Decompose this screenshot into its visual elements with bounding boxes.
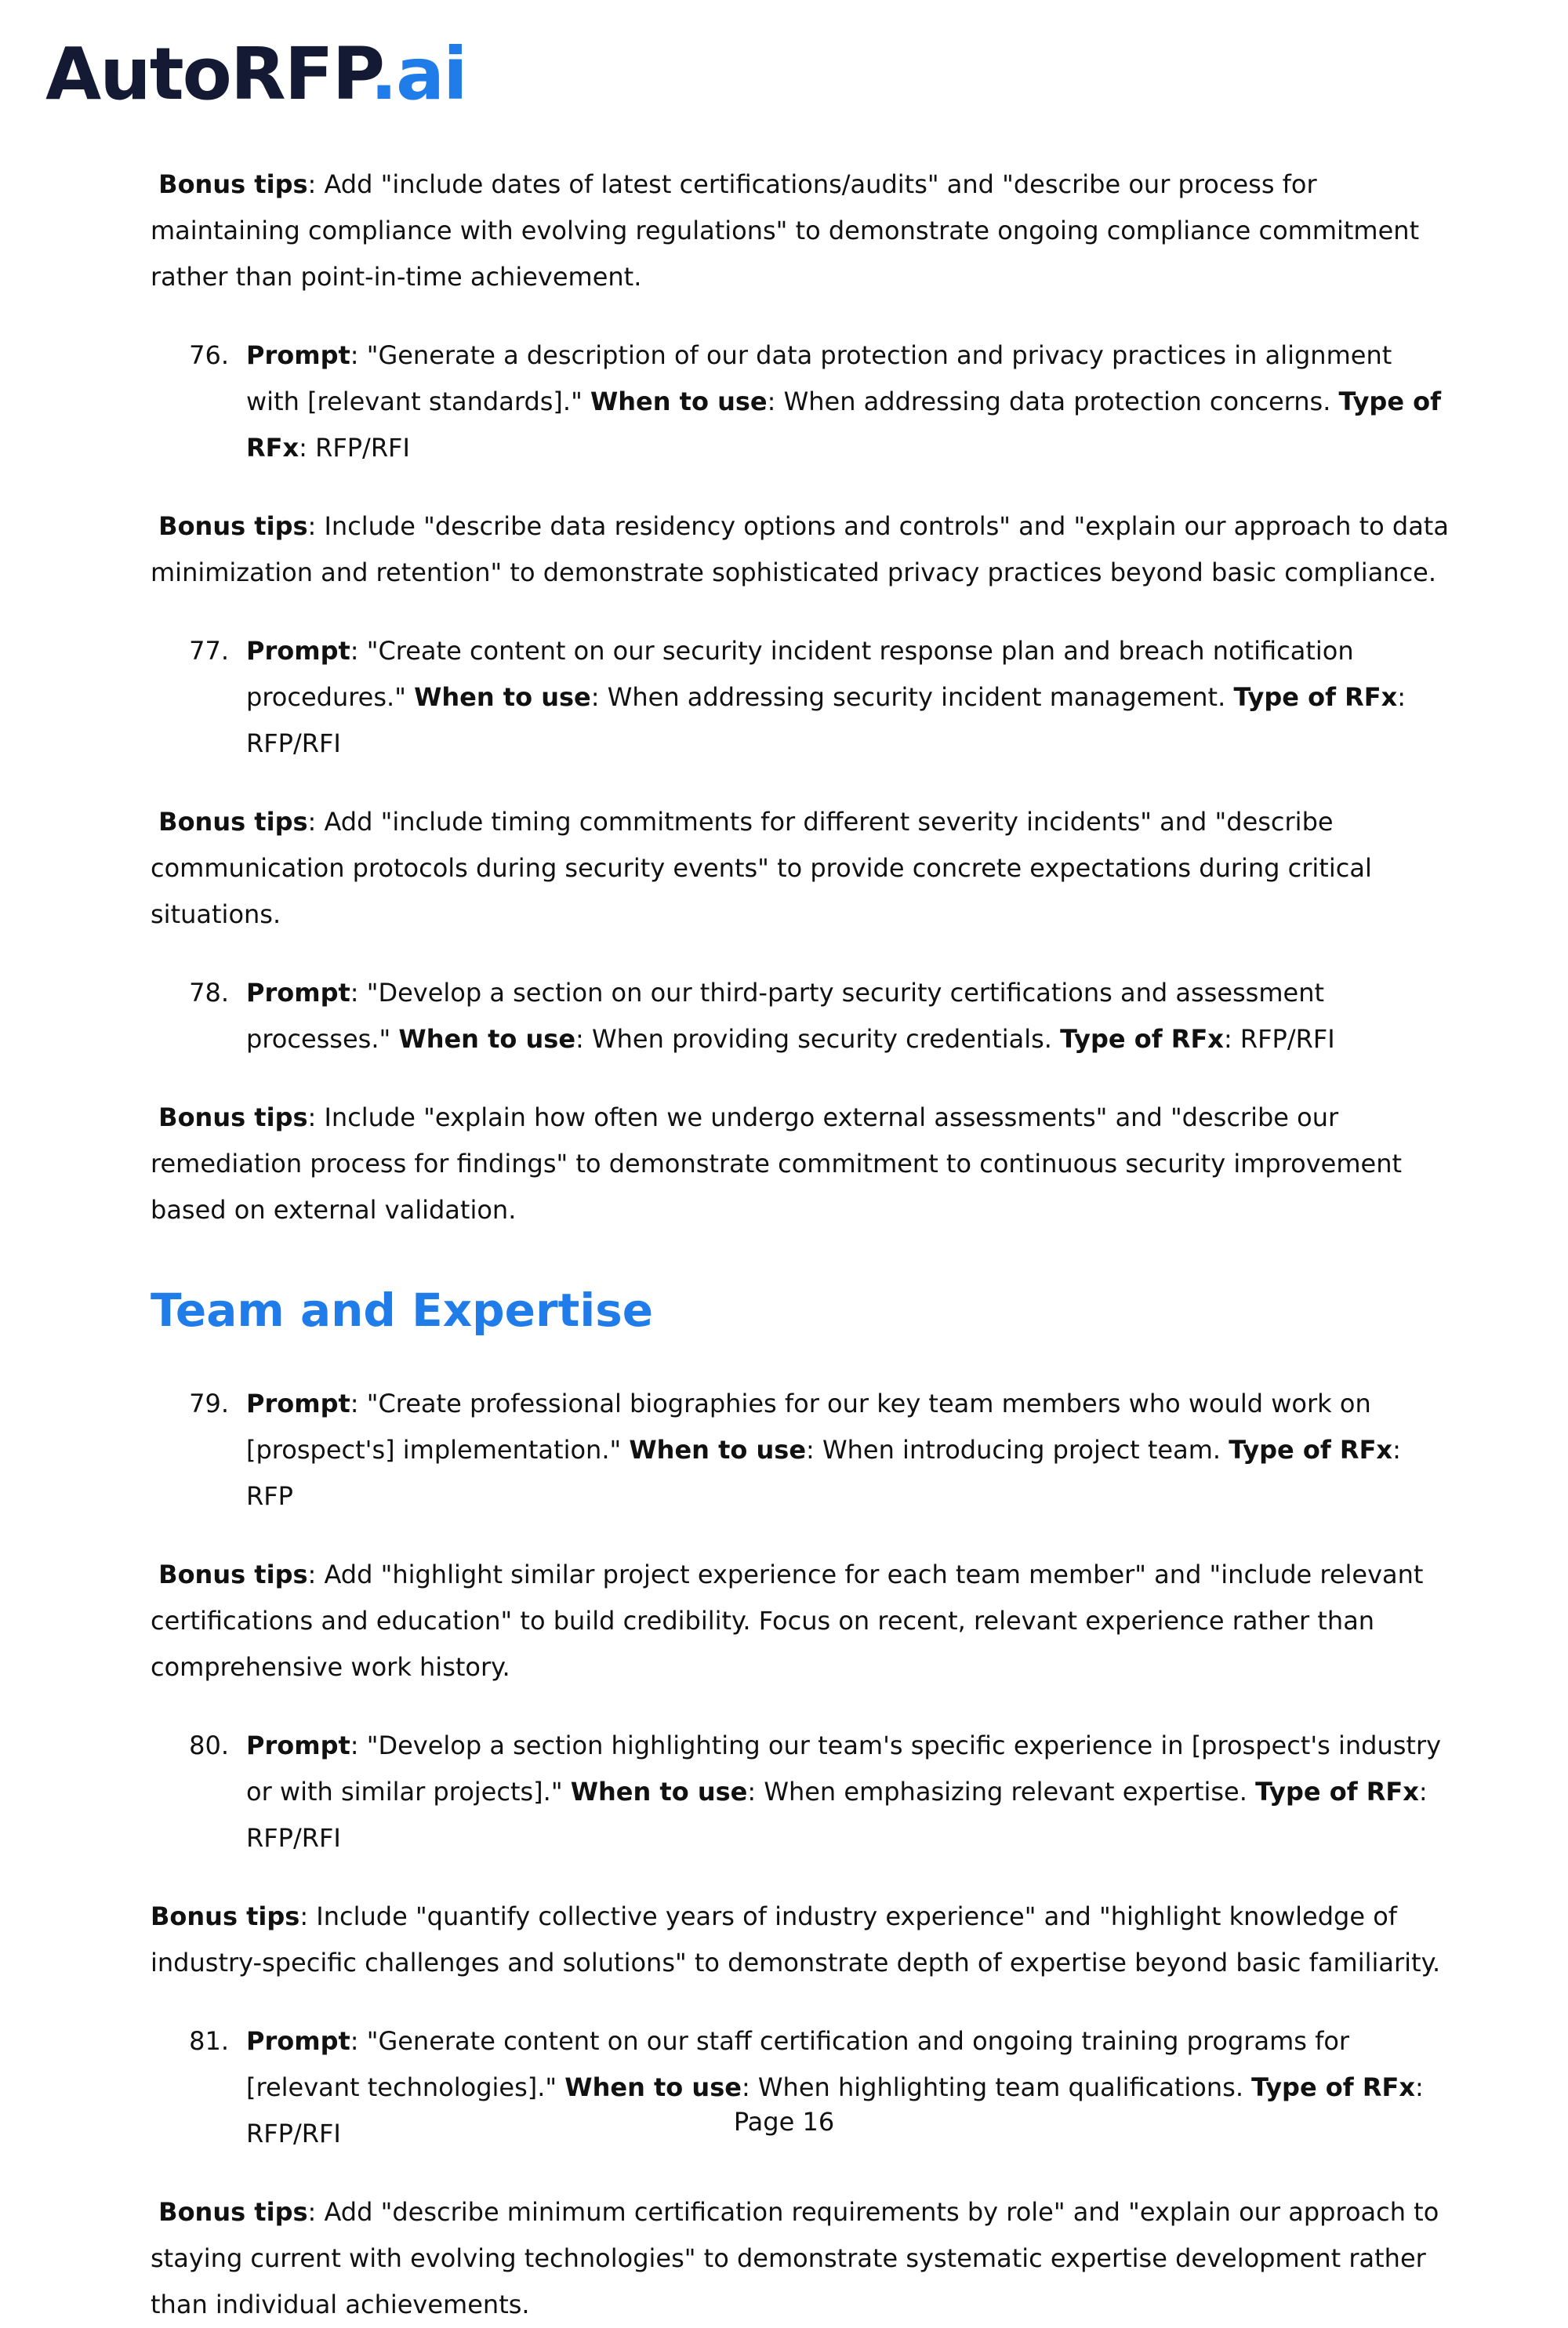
prompt-text: : "Generate content on our staff certification and ongoing training programs for [relevant technologies]."	[246, 2026, 1350, 2102]
prompt-label: Prompt	[246, 2026, 350, 2056]
type-of-rfx-label: Type of RFx	[1233, 682, 1398, 712]
prompt-item-80	[151, 1723, 1452, 1861]
bonus-tip-text: : Add "highlight similar project experience for each team member" and "include relevant certifications and education" to build credibility. Focus on recent, relevant experience rather than comprehensive work history.	[151, 1560, 1424, 1682]
when-to-use-text: : When highlighting team qualifications.	[741, 2072, 1252, 2102]
type-of-rfx-label: Type of RFx	[1251, 2072, 1415, 2102]
prompt-item-76	[151, 332, 1452, 471]
prompt-text: : "Create content on our security incident response plan and breach notification procedures."	[246, 636, 1354, 712]
bonus-tip-text: : Add "include timing commitments for different severity incidents" and "describe communication protocols during security events" to provide concrete expectations during critical situations.	[151, 807, 1372, 929]
when-to-use-label: When to use	[398, 1024, 576, 1054]
item-number: 79.	[189, 1389, 229, 1418]
bonus-tip	[151, 503, 1452, 596]
bonus-tip-text: : Add "include dates of latest certifications/audits" and "describe our process for maintaining compliance with evolving regulations" to demonstrate ongoing compliance commitment rather than point-in-time achievement.	[151, 169, 1420, 292]
bonus-tip	[151, 1894, 1452, 1986]
prompt-text: : "Develop a section highlighting our team's specific experience in [prospect's industry or with similar projects]."	[246, 1731, 1442, 1807]
when-to-use-text: : When providing security credentials.	[575, 1024, 1061, 1054]
bonus-tip	[151, 799, 1452, 938]
item-number: 81.	[189, 2026, 229, 2056]
bonus-tip-text: : Include "quantify collective years of industry experience" and "highlight knowledge of industry-specific challenges and solutions" to demonstrate depth of expertise beyond basic familiarity.	[151, 1901, 1441, 1978]
bonus-tips-label: Bonus tips	[158, 169, 308, 199]
prompt-text: : "Develop a section on our third-party security certifications and assessment processes."	[246, 978, 1325, 1054]
bonus-tip	[151, 1552, 1452, 1691]
section-heading: Team and Expertise	[151, 1284, 654, 1337]
item-body	[246, 970, 1452, 1062]
bonus-tips-label: Bonus tips	[158, 2197, 308, 2227]
type-of-rfx-text: : RFP/RFI	[246, 2072, 1424, 2148]
when-to-use-label: When to use	[590, 387, 768, 416]
type-of-rfx-label: Type of RFx	[246, 387, 1442, 463]
prompt-item-78	[151, 970, 1452, 1062]
prompt-label: Prompt	[246, 340, 350, 370]
when-to-use-label: When to use	[629, 1435, 807, 1465]
logo-main-text: AutoRFP	[45, 32, 371, 116]
logo-accent-text: .ai	[370, 32, 466, 116]
item-number: 78.	[189, 978, 229, 1008]
bonus-tip	[151, 2189, 1452, 2328]
when-to-use-label: When to use	[570, 1777, 748, 1807]
bonus-tips-label: Bonus tips	[158, 1102, 308, 1132]
item-body	[246, 628, 1452, 767]
item-body	[246, 1723, 1452, 1861]
when-to-use-label: When to use	[414, 682, 591, 712]
bonus-tips-label: Bonus tips	[151, 1901, 300, 1931]
when-to-use-text: : When emphasizing relevant expertise.	[747, 1777, 1256, 1807]
type-of-rfx-label: Type of RFx	[1229, 1435, 1393, 1465]
autorfp-logo	[45, 31, 466, 118]
prompt-label: Prompt	[246, 1389, 350, 1418]
type-of-rfx-label: Type of RFx	[1060, 1024, 1224, 1054]
prompt-item-79	[151, 1381, 1452, 1520]
bonus-tips-label: Bonus tips	[158, 511, 308, 541]
prompt-text: : "Generate a description of our data protection and privacy practices in alignment with [relevant standards]."	[246, 340, 1392, 416]
type-of-rfx-text: : RFP/RFI	[246, 1777, 1428, 1853]
type-of-rfx-text: : RFP/RFI	[1223, 1024, 1335, 1054]
when-to-use-text: : When addressing data protection concerns.	[767, 387, 1339, 416]
page-number: Page 16	[733, 2107, 835, 2137]
when-to-use-label: When to use	[564, 2072, 742, 2102]
type-of-rfx-text: : RFP/RFI	[246, 682, 1406, 758]
bonus-tip-text: : Include "explain how often we undergo external assessments" and "describe our remediation process for findings" to demonstrate commitment to continuous security improvement based on external validation.	[151, 1102, 1403, 1225]
item-number: 76.	[189, 340, 229, 370]
bonus-tips-label: Bonus tips	[158, 1560, 308, 1589]
item-number: 77.	[189, 636, 229, 666]
document-body	[151, 162, 1452, 2328]
prompt-item-77	[151, 628, 1452, 767]
when-to-use-text: : When introducing project team.	[806, 1435, 1229, 1465]
prompt-text: : "Create professional biographies for our key team members who would work on [prospect's] implementation."	[246, 1389, 1371, 1465]
item-body	[246, 1381, 1452, 1520]
type-of-rfx-label: Type of RFx	[1255, 1777, 1419, 1807]
bonus-tip	[151, 1095, 1452, 1233]
prompt-label: Prompt	[246, 978, 350, 1008]
bonus-tip-text: : Add "describe minimum certification requirements by role" and "explain our approach to staying current with evolving technologies" to demonstrate systematic expertise development rather than individual achievements.	[151, 2197, 1439, 2319]
bonus-tip	[151, 162, 1452, 300]
item-number: 80.	[189, 1731, 229, 1760]
prompt-label: Prompt	[246, 636, 350, 666]
when-to-use-text: : When addressing security incident management.	[590, 682, 1234, 712]
bonus-tips-label: Bonus tips	[158, 807, 308, 837]
prompt-label: Prompt	[246, 1731, 350, 1760]
type-of-rfx-text: : RFP/RFI	[299, 433, 410, 463]
type-of-rfx-text: : RFP	[246, 1435, 1401, 1511]
bonus-tip-text: : Include "describe data residency options and controls" and "explain our approach to data minimization and retention" to demonstrate sophisticated privacy practices beyond basic compliance.	[151, 511, 1449, 587]
item-body	[246, 332, 1452, 471]
